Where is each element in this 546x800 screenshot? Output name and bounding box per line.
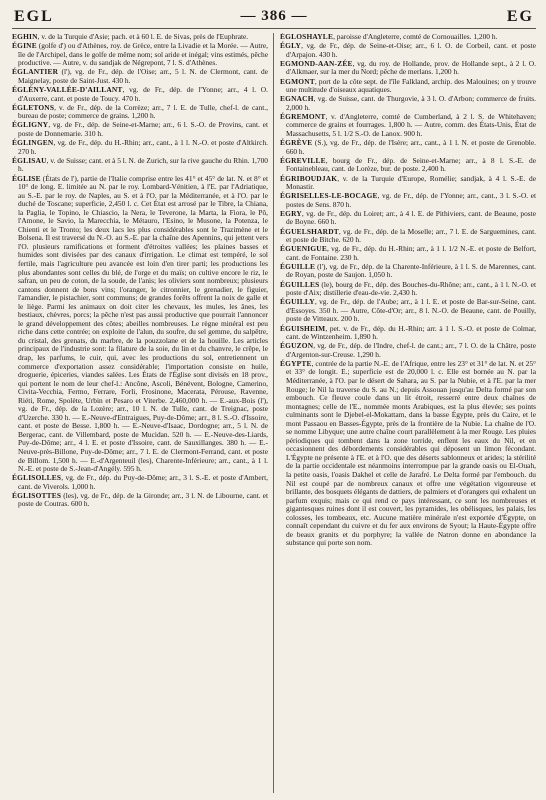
entry-headword: ÉGUILLY xyxy=(280,297,315,307)
dictionary-entry xyxy=(280,298,536,324)
dictionary-entry xyxy=(280,210,536,227)
text-columns xyxy=(12,33,536,793)
entry-text: , v. de la Turquie d'Europe, Romélie; sandjak, à 4 l. S.-E. de Monastir. xyxy=(286,173,536,192)
entry-headword: ÉGLETONS xyxy=(12,102,55,112)
running-head-left: EGL xyxy=(14,8,54,25)
dictionary-entry xyxy=(280,281,536,298)
entry-text: , vg. du roy. de Hollande, prov. de Hollande sept., à 2 l. O. d'Alkmaer, sur la mer du Nord; pêche de merlans. 1,200 h. xyxy=(286,58,536,77)
entry-text: , vg. de Fr., dép. de l'Aube; arr., à 1 l. E. et poste de Bar-sur-Seine, cant. d'Essoyes. 350 h. — Autre, Côte-d'Or; arr., 8 l. N.-O. de Beaune, cant. de Pouilly, poste de Vitteaux. 200 h. xyxy=(286,297,536,324)
entry-headword: ÉGUILLES xyxy=(280,279,320,289)
entry-headword: ÉGRÈVE xyxy=(280,138,313,148)
entry-text: (États de l'), partie de l'Italie comprise entre les 41° et 45° de lat. N. et 8° et 10° de long. E. limitée au N. par le roy. Lombard-Vénitien, à l'E. par l'Adriatique, au S.-E. par le roy. de Naples, au S. et à l'O. par la Méditerranée, et à l'O. par le duché de Toscane; superficie, 2,450 l. c. Cet État est arrosé par le Tibre, la Chiana, la Paglia, le Topino, le Chiascio, la Nera, le Teverone, la Marta, la Fiora, le Pô, l'Amone, le Savio, la Marecchia, le Métauro, l'Esino, le Musone, la Potenza, le Chienti et le Tronto; les deux lacs les plus considérables sont le Trazimène et le Bolsena. Il est traversé du N.-O. au S.-E. par la chaîne des Apennins, qui jettent vers l'O. plusieurs ramifications et forment d'étroites vallées; les plaines basses et humides sont divisées par des canaux d'irrigation. Le climat est tempéré, le sol fertile, mais l'agriculture peu avancée est loin d'en tirer parti; les productions les plus abondantes sont celles du blé, de l'orge et du maïs; on cultive encore le riz, le safran, un peu de coton, de la soude, de l'anis; les oliviers sont nombreux; plusieurs cantons donnent de bons vins; l'oranger, le citronnier, le grenadier, le figuier, l'amandier, le pistachier, sont communs; de grandes forêts offrent la noix de galle et le liège. Parmi les animaux on doit citer les chevaux, les mules, les ânes, les bestiaux, chèvres, porcs; la pêche n'est pas aussi productive que pourrait l'annoncer le grand développement des côtes; abeilles nombreuses. Le règne minéral est peu riche dans cette contrée; on exploite de l'alun, du soufre, du sel gemme, du salpêtre, du cristal, des grenats, du marbre, de la pouzzolane et de la houille. Les articles principaux de l'industrie sont: la filature de la soie, du lin et du chanvre, le crêpe, le drap, les parfums, le cuir, qui, avec les productions du sol, entretiennent un commerce d'exportation assez considérable; l'importation consiste en huile, droguerie, épiceries, viandes salées. Les États de l'Église sont divisés en 18 prov., qui portent le nom de leur chef-l.: Ancône, Ascoli, Bénévent, Bologne, Camerino, Civita-Vecchia, Fermo, Ferrare, Forli, Frosinone, Macerata, Pérouse, Ravenne, Riéti, Rome, Spolète, Urbin et Pesaro et Viterbe. 2,460,000 h. — E.-aux-Bois (l'), vg. de Fr., dép. de la Lozère; arr., 10 l. N. de Tulle, cant. de Treignac, poste d'Uzerche. 330 h. — E.-Neuve-d'Entraigues, Puy-de-Dôme; arr., 8 l. S.-O. d'Issoire, cant. et poste de Besse. 1,800 h. — E.-Neuve-d'Isaac, Dordogne; arr., 5 l. N. de Bergerac, cant. de Villembard, poste de Mucidan. 520 h. — E.-Neuve-des-Liards, Puy-de-Dôme; arr., 4 l. E. et poste d'Issoire, cant. de Sauxillanges. 380 h. — E.-Neuve-près-Billone, Puy-de-Dôme; arr., 7 l. E. de Clermont-Ferrand, cant. et poste de Billom. 1,500 h. — E.-d'Argenteuil (les), Charente-Inférieure; arr., cant., à 1 l. N.-E. et poste de S.-Jean-d'Angély. 595 h. xyxy=(18,173,268,474)
entry-text: , bourg de Fr., dép. de Seine-et-Marne; arr., à 8 l. S.-E. de Fontainebleau, cant. de Lorèze, bur. de poste. 2,400 h. xyxy=(286,155,536,174)
dictionary-entry xyxy=(280,245,536,262)
entry-headword: ÉGLÉNY-VALLÉE-D'AILLANT xyxy=(12,85,123,95)
entry-text: , vg. de Fr., dép. de Seine-et-Oise; arr., 6 l. O. de Corbeil, cant. et poste d'Arpajon. 430 h. xyxy=(286,41,536,59)
entry-text: , vg. de Suisse, cant. de Thurgovie, à 3 l. O. d'Arbon; commerce de fruits. 2,000 h. xyxy=(286,94,536,112)
entry-text: (l'), vg. de Fr., dép. de l'Oise; arr., 5 l. N. de Clermont, cant. de Maignelay, poste de Saint-Just. 430 h. xyxy=(18,67,268,85)
entry-headword: ÉGLISE xyxy=(12,173,41,183)
entry-headword: ÉGLISAU xyxy=(12,155,47,165)
entry-headword: ÉGLOSHAYLE xyxy=(280,33,334,41)
entry-headword: ÉGLISOLLES xyxy=(12,473,62,483)
dictionary-entry xyxy=(280,60,536,77)
dictionary-entry xyxy=(12,492,268,509)
dictionary-entry xyxy=(280,263,536,280)
entry-headword: ÉGUILLE xyxy=(280,261,316,271)
dictionary-entry xyxy=(12,68,268,85)
entry-text: , pet. v. de Fr., dép. du H.-Rhin; arr. à 1 l. S.-O. et poste de Colmar, cant. de Wintzenheim. 1,890 h. xyxy=(286,323,536,342)
entry-text: , contrée de la partie N.-E. de l'Afrique, entre les 23° et 31° de lat. N. et 25° et 33° de longit. E.; superficie est de 20,000 l. c. Elle est bornée au N. par la Méditerranée, à l'O. par le désert de Sahara, au S. par la Nubie, et à l'E. par la mer Rouge; le Nil la traverse du S. au N.; depuis Assouan jusqu'au Delta formé par son embouch. Ce fleuve coule dans un lit étroit, resserré entre deux chaînes de montagnes; celle de l'E., nommée monts Arabiques, est la plus élevée; ses points culminants sont le Djebel-el-Mokattam, dans la basse Égypte, près du Caire, et le mont Passaou en Basses-Égypte, près de la frontière de la Nubie. La chaîne de l'O. se nomme Libyque; une autre chaîne court parallèlement à la mer Rouge. Les pluies périodiques qui tombent dans la zone torride, enflent les eaux du Nil, et en occasionnent des débordements considérables qui déposent un limon fécondant. L'Égypte ne présente à l'E. et à l'O. que des déserts sablonneux et arides; la stérilité de la partie occidentale est néanmoins interrompue par la grande oasis ou El-Ouah, la petite oasis, l'oasis Dakhel et celle de Jarafré. Le Delta formé par l'embouch. du Nil est coupé par de nombreux canaux et offre une végétation vigoureuse et brillante, des bosquets élégants de dattiers, de palmiers et d'orangers qui exhalent un parfum exquis; mais ce qui rend ce pays intéressant, ce sont les nombreuses et gigantesques ruines dont il est couvert, les pyramides, les obélisques, les palais, les colosses, les tombeaux, etc. Aucune matière minérale n'est exportée d'Égypte, on connaît cependant du cuivre et du fer aux environs de Syout; la Haute-Égypte offre de beaux granits et du porphyre; la vallée de Natron donne en abondance la substance qui porte son nom. xyxy=(286,358,536,548)
entry-text: , v. de Suisse; cant. et à 5 l. N. de Zurich, sur la rive gauche du Rhin. 1,700 h. xyxy=(18,155,268,174)
entry-text: , vg. de Fr., dép. de la Moselle; arr., 7 l. E. de Sarguemines, cant. et poste de Bitche. 620 h. xyxy=(286,226,536,245)
entry-text: , vg. de Fr., dép. de l'Yonne; arr., 4 l. O. d'Auxerre, cant. et poste de Toucy. 470 h. xyxy=(18,85,268,103)
page-number: — 386 — xyxy=(240,8,308,24)
running-head-right: EG xyxy=(506,8,534,25)
dictionary-entry xyxy=(280,342,536,359)
entry-text: , v. de Fr., dép. de la Corrèze; arr., 7 l. E. de Tulle, chef-l. de cant., bureau de poste; commerce de grains. 1,200 h. xyxy=(18,102,268,121)
entry-headword: EGMOND-AAN-ZÉE xyxy=(280,58,353,68)
entry-headword: ÉGUISHEIM xyxy=(280,323,326,333)
entry-text: , vg. de Fr., dép. du H.-Rhin; arr., à 1 l. 1/2 N.-E. et poste de Belfort, cant. de Fontaine. 230 h. xyxy=(286,244,536,262)
dictionary-entry xyxy=(12,121,268,138)
dictionary-entry xyxy=(280,78,536,95)
entry-headword: ÉGLISOTTES xyxy=(12,490,62,500)
left-column xyxy=(12,33,274,793)
entry-text: (l'), vg. de Fr., dép. de la Charente-Inférieure, à 1 l. S. de Marennes, cant. de Royan, poste de Saujon. 1,050 h. xyxy=(286,261,536,280)
page-header xyxy=(12,6,536,29)
dictionary-entry xyxy=(12,139,268,156)
dictionary-entry xyxy=(280,157,536,174)
dictionary-entry xyxy=(280,95,536,112)
dictionary-entry xyxy=(280,192,536,209)
entry-headword: ÉGLY xyxy=(280,41,302,51)
entry-text: , vg. de Fr., dép. de l'Indre, chef-l. de cant.; arr., 7 l. O. de la Châtre, poste d'Argenton-sur-Creuse. 1,290 h. xyxy=(286,341,536,359)
dictionary-entry xyxy=(280,175,536,192)
entry-text: , vg. de Fr., dép. du Loiret; arr., à 4 l. E. de Pithiviers, cant. de Beaune, poste de Boyne. 660 h. xyxy=(286,208,536,227)
entry-headword: ÉGLIGNY xyxy=(12,120,49,130)
dictionary-entry xyxy=(12,42,268,68)
entry-headword: EGHIN xyxy=(12,33,38,41)
entry-headword: ÉGUELSHARDT xyxy=(280,226,339,236)
entry-headword: ÉGREVILLE xyxy=(280,155,326,165)
entry-headword: ÉGLANTIER xyxy=(12,67,59,77)
entry-text: (le), bourg de Fr., dép. des Bouches-du-Rhône; arr., cant., à 1 l. N.-O. et poste d'Aix; distillerie d'eau-de-vie. 2,430 h. xyxy=(286,279,536,298)
entry-headword: ÉGRIBOUDJAK xyxy=(280,173,338,183)
entry-headword: ÉGREMONT xyxy=(280,111,326,121)
entry-text: , paroisse d'Angleterre, comté de Cornouailles. 1,200 h. xyxy=(333,33,498,41)
dictionary-entry xyxy=(280,139,536,156)
entry-text: , vg. de Fr., dép. de l'Yonne; arr., cant., 3 l. S.-O. et postes de Sens. 870 h. xyxy=(286,191,536,209)
dictionary-entry xyxy=(280,325,536,342)
entry-text: (S.), vg. de Fr., dép. de l'Isère; arr., cant., à 1 l. N. et poste de Grenoble. 660 h. xyxy=(286,138,536,156)
entry-headword: EGRY xyxy=(280,208,302,218)
entry-headword: ÉGINE xyxy=(12,41,37,51)
entry-headword: EGMONT xyxy=(280,76,315,86)
entry-headword: ÉGUENIGUE xyxy=(280,244,327,254)
right-column xyxy=(274,33,536,793)
entry-text: (les), vg. de Fr., dép. de la Gironde; arr., 3 l. N. de Libourne, cant. et poste de Coutras. 600 h. xyxy=(18,490,268,509)
entry-headword: ÉGUZON xyxy=(280,341,314,351)
entry-text: , vg. de Fr., dép. du H.-Rhin; arr., cant., à 1 l. N.-O. et poste d'Altkirch. 270 h. xyxy=(18,138,268,156)
entry-headword: ÉGRISELLES-LE-BOCAGE xyxy=(280,191,378,201)
dictionary-entry xyxy=(280,113,536,139)
entry-headword: ÉGYPTE xyxy=(280,358,312,368)
dictionary-entry xyxy=(280,360,536,548)
entry-text: (golfe d') ou d'Athènes, roy. de Grèce, entre la Livadie et la Morée. — Autre, île de l'Archipel, dans le golfe de même nom; sol aride et inégal; vins estimés, pêche productive. — Autre, v. du sandjak de Négrepont, 7 l. S. d'Athènes. xyxy=(18,41,268,68)
dictionary-entry xyxy=(12,474,268,491)
entry-text: , port de la côte sept. de l'île Falkland, archip. des Malouines; on y trouve une multitude d'oiseaux aquatiques. xyxy=(286,76,536,95)
dictionary-entry xyxy=(12,157,268,174)
entry-text: , vg. de Fr., dép. de Seine-et-Marne; arr., 6 l. S.-O. de Provins, cant. et poste de Donnemarie. 310 h. xyxy=(18,120,268,138)
dictionary-entry xyxy=(12,175,268,474)
dictionary-entry xyxy=(12,86,268,103)
entry-headword: ÉGLINGEN xyxy=(12,138,54,148)
dictionary-entry xyxy=(280,228,536,245)
entry-text: , v. de la Turquie d'Asie; pach. et à 60 l. E. de Sivas, près de l'Euphrate. xyxy=(37,33,249,41)
entry-text: , v. d'Angleterre, comté de Cumberland, à 2 l. S. de Whitehaven; commerce de grains et fourrages. 1,800 h. — Autre, comm. des États-Unis, État de Massachusetts, 5 l. 1/2 S.-O. de Lanox. 900 h. xyxy=(286,111,536,138)
entry-headword: EGNACH xyxy=(280,94,314,104)
dictionary-entry xyxy=(12,104,268,121)
dictionary-entry xyxy=(280,42,536,59)
entry-text: , vg. de Fr., dép. du Puy-de-Dôme; arr., 3 l. S.-E. et poste d'Ambert, cant. de Viverols. 1,000 h. xyxy=(18,473,268,491)
